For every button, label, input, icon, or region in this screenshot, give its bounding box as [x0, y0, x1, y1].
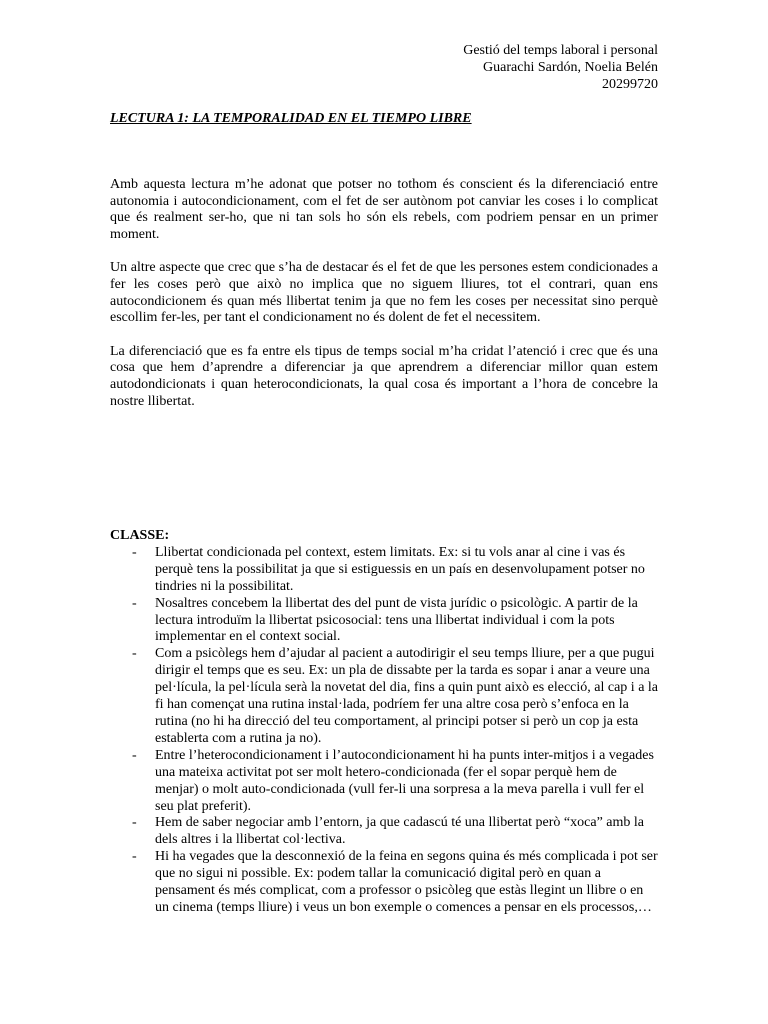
class-notes-list — [110, 545, 660, 917]
dash-bullet: - — [132, 646, 137, 662]
list-item-text: Hi ha vegades que la desconnexió de la feina en segons quina és més complicada i pot ser que no sigui ni possible. Ex: podem tallar la comunicació digital però en quan a pensament és més complicat, com a professor o psicòleg que estàs llegint un llibre o en un cinema (temps lliure) i veus un bon exemple o comences a pensar en els processos,… — [155, 849, 658, 915]
course-name: Gestió del temps laboral i personal — [463, 43, 658, 58]
document-header — [463, 42, 658, 93]
reading-reflection — [110, 177, 658, 427]
list-item — [110, 646, 660, 747]
list-item-text: Com a psicòlegs hem d’ajudar al pacient a autodirigir el seu temps lliure, per a que pugui dirigir el temps que es seu. Ex: un pla de dissabte per la tarda es sopar i anar a veure una pel·lícula, la pel·lícula serà la novetat del dia, fins a quin punt això es elecció, al cap i a la fi han començat una rutina instal·lada, podríem fer una altre cosa però s’enfoca en la rutina (no hi ha direcció del teu comportament, al principi potser si però un cop ja esta establerta com a rutina ja no). — [155, 646, 659, 746]
list-item — [110, 545, 660, 596]
dash-bullet: - — [132, 747, 137, 763]
author-name: Guarachi Sardón, Noelia Belén — [483, 60, 658, 75]
list-item-text: Entre l’heterocondicionament i l’autocondicionament hi ha punts inter-mitjos i a vegades una mateixa activitat pot ser molt hetero-condicionada (fer el sopar perquè hem de menjar) o molt auto-condicionada (vull fer-li una sorpresa a la meva parella i vull fer el seu plat preferit). — [155, 747, 654, 814]
dash-bullet: - — [132, 544, 137, 560]
list-item-text: Hem de saber negociar amb l’entorn, ja que cadascú té una llibertat però “xoca” amb la dels altres i la llibertat col·lectiva. — [155, 815, 644, 848]
list-item — [110, 748, 660, 816]
paragraph: Amb aquesta lectura m’he adonat que potser no tothom és conscient és la diferenciació entre autonomia i autocondicionament, com el fet de ser autònom pot canviar les coses i lo complicat que és realment ser-ho, que ni tan sols ho són els rebels, com podriem pensar en un primer moment. — [110, 177, 658, 242]
student-id: 20299720 — [602, 77, 658, 92]
dash-bullet: - — [132, 849, 137, 865]
dash-bullet: - — [132, 595, 137, 611]
class-notes-heading: CLASSE: — [110, 528, 170, 543]
list-item — [110, 849, 660, 917]
list-item — [110, 815, 660, 849]
list-item-text: Llibertat condicionada pel context, estem limitats. Ex: si tu vols anar al cine i vas és perquè tens la possibilitat ja que si estiguessis en un país en desenvolupament potser no tindries ni la possibilitat. — [155, 544, 645, 594]
document-title: LECTURA 1: LA TEMPORALIDAD EN EL TIEMPO LIBRE — [110, 111, 472, 126]
class-notes-section — [110, 528, 660, 917]
list-item-text: Nosaltres concebem la llibertat des del punt de vista jurídic o psicològic. A partir de la lectura introduïm la llibertat psicosocial: tens una llibertat individual i com la pots implementar en el context social. — [155, 595, 638, 645]
dash-bullet: - — [132, 815, 137, 831]
list-item — [110, 596, 660, 647]
paragraph: La diferenciació que es fa entre els tipus de temps social m’ha cridat l’atenció i crec que és una cosa que hem d’aprendre a diferenciar ja que aprendrem a diferenciar millor quan estem autodondicionats i quan heterocondicionats, la qual cosa és important a l’hora de concebre la nostre llibertat. — [110, 343, 658, 409]
paragraph: Un altre aspecte que crec que s’ha de destacar és el fet de que les persones estem condicionades a fer les coses però que això no implica que no siguem lliures, tot el contrari, quan ens autocondicionem és quan més llibertat tenim ja que no fem les coses per necessitat sino perquè escollim fer-les, per tant el condicionament no és dolent de fet el necessitem. — [110, 260, 658, 326]
